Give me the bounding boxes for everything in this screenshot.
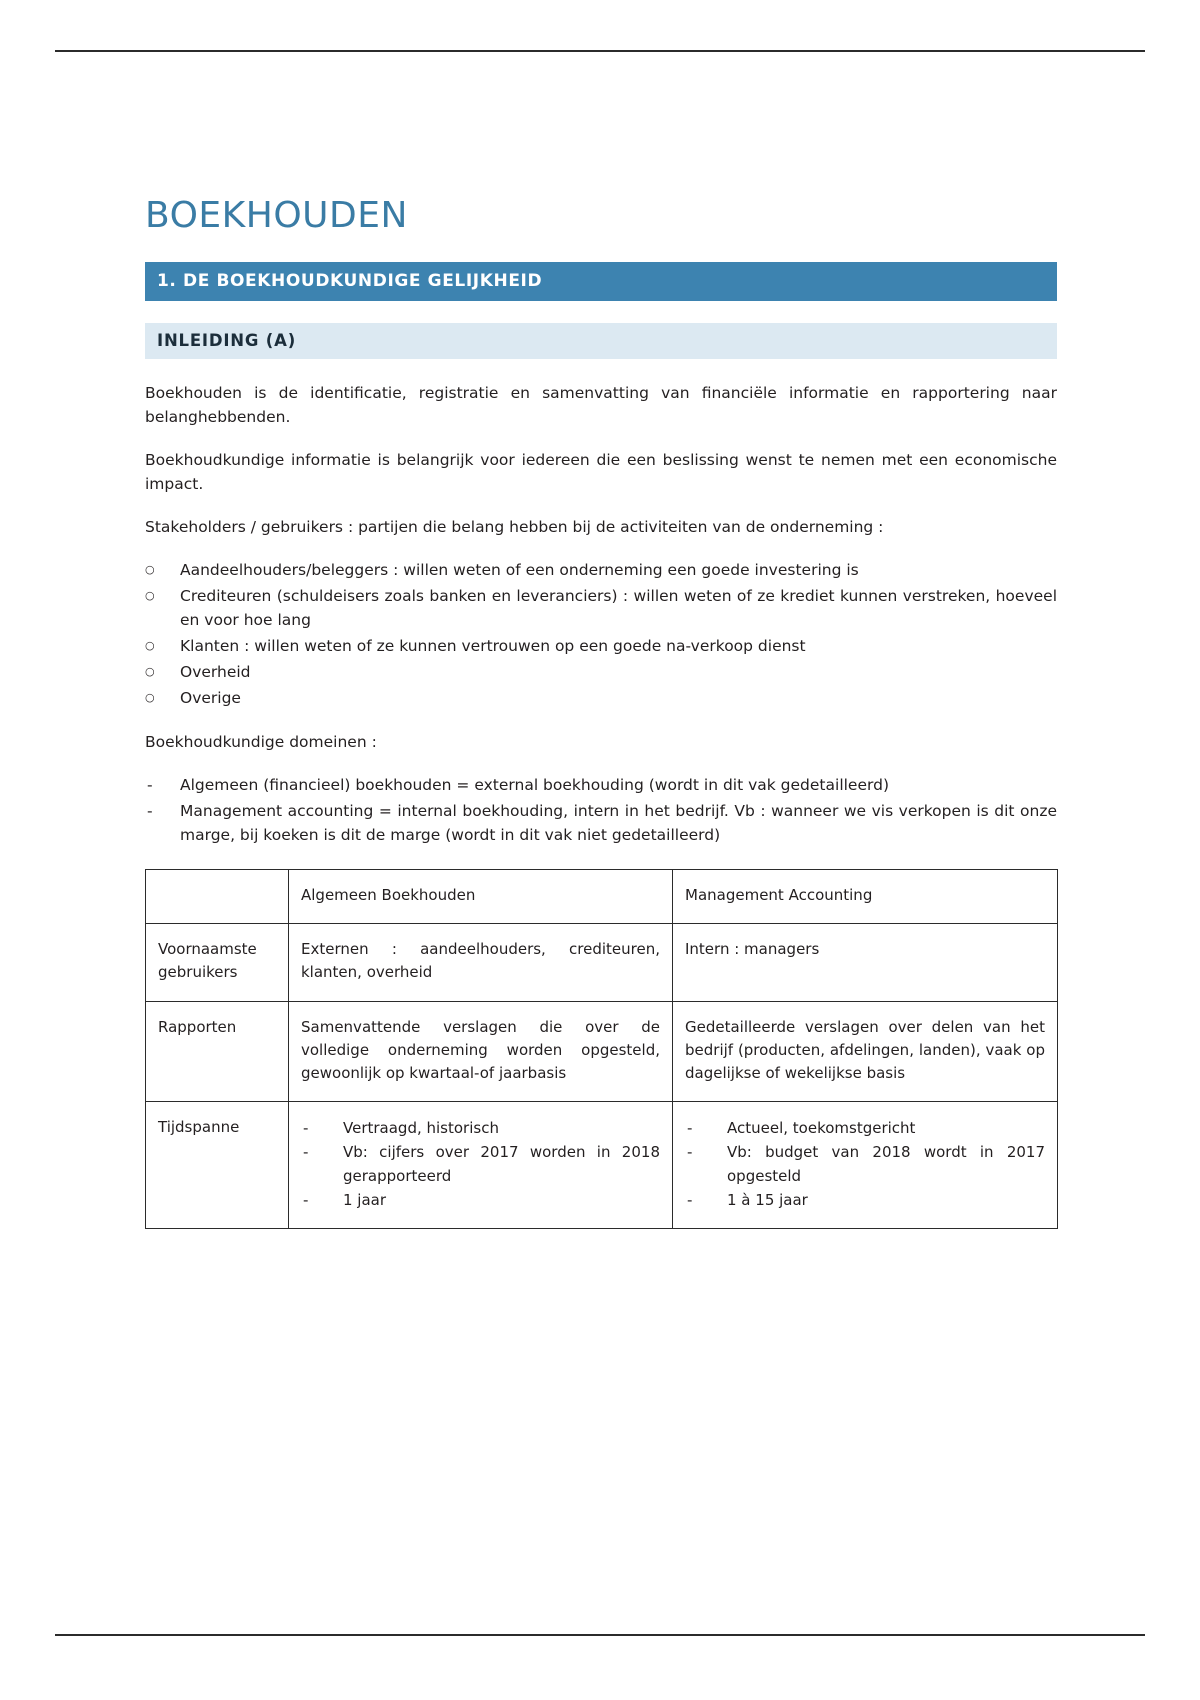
list-item: - Vb: cijfers over 2017 worden in 2018 gerapporteerd (301, 1140, 660, 1188)
list-item: - Vertraagd, historisch (301, 1116, 660, 1140)
list-item: ○ Crediteuren (schuldeisers zoals banken en leveranciers) : willen weten of ze krediet kunnen verstreken, hoeveel en voor hoe lang (145, 584, 1057, 632)
row-label-rapporten: Rapporten (146, 1001, 289, 1102)
table-row (146, 1001, 1058, 1102)
list-item: ○ Klanten : willen weten of ze kunnen vertrouwen op een goede na-verkoop dienst (145, 634, 1057, 658)
table-header-algemeen: Algemeen Boekhouden (289, 869, 673, 923)
paragraph-stakeholders-intro: Stakeholders / gebruikers : partijen die belang hebben bij de activiteiten van de onderneming : (145, 517, 884, 536)
footer-rule (55, 1634, 1145, 1636)
tijdspanne-algemeen-list (301, 1116, 660, 1212)
list-item: - 1 jaar (301, 1188, 660, 1212)
header-rule (55, 50, 1145, 52)
tijdspanne-management-list (685, 1116, 1045, 1212)
list-item: - Management accounting = internal boekhouding, intern in het bedrijf. Vb : wanneer we vis verkopen is dit onze marge, bij koeken is dit de marge (wordt in dit vak niet gedetailleerd) (145, 799, 1057, 847)
table-header-management: Management Accounting (673, 869, 1058, 923)
cell-gebruikers-management: Intern : managers (673, 924, 1058, 1002)
paragraph-definition: Boekhouden is de identificatie, registratie en samenvatting van financiële informatie en rapportering naar belanghebbenden. (145, 383, 1057, 426)
page-title: BOEKHOUDEN (145, 195, 408, 236)
table-header-empty (146, 869, 289, 923)
list-item: - Actueel, toekomstgericht (685, 1116, 1045, 1140)
domains-list (145, 773, 1057, 847)
row-label-gebruikers: Voornaamste gebruikers (146, 924, 289, 1002)
list-item: ○ Overige (145, 686, 1057, 710)
row-label-tijdspanne: Tijdspanne (146, 1102, 289, 1229)
cell-tijdspanne-algemeen (289, 1102, 673, 1229)
comparison-table (145, 869, 1058, 1230)
table-row (146, 924, 1058, 1002)
paragraph-domains-intro: Boekhoudkundige domeinen : (145, 732, 377, 751)
cell-rapporten-management: Gedetailleerde verslagen over delen van het bedrijf (producten, afdelingen, landen), vaak op dagelijkse of wekelijkse basis (673, 1001, 1058, 1102)
cell-tijdspanne-management (673, 1102, 1058, 1229)
document-content (145, 196, 1057, 1229)
table-header-row (146, 869, 1058, 923)
list-item: ○ Overheid (145, 660, 1057, 684)
list-item: - Vb: budget van 2018 wordt in 2017 opgesteld (685, 1140, 1045, 1188)
table-row (146, 1102, 1058, 1229)
cell-gebruikers-algemeen: Externen : aandeelhouders, crediteuren, klanten, overheid (289, 924, 673, 1002)
section-heading: INLEIDING (A) (145, 323, 1057, 359)
stakeholders-list (145, 558, 1057, 710)
list-item: - Algemeen (financieel) boekhouden = external boekhouding (wordt in dit vak gedetailleerd) (145, 773, 1057, 797)
paragraph-importance: Boekhoudkundige informatie is belangrijk voor iedereen die een beslissing wenst te nemen met een economische impact. (145, 450, 1057, 493)
chapter-heading: 1. DE BOEKHOUDKUNDIGE GELIJKHEID (145, 262, 1057, 301)
cell-rapporten-algemeen: Samenvattende verslagen die over de volledige onderneming worden opgesteld, gewoonlijk op kwartaal-of jaarbasis (289, 1001, 673, 1102)
list-item: - 1 à 15 jaar (685, 1188, 1045, 1212)
list-item: ○ Aandeelhouders/beleggers : willen weten of een onderneming een goede investering is (145, 558, 1057, 582)
